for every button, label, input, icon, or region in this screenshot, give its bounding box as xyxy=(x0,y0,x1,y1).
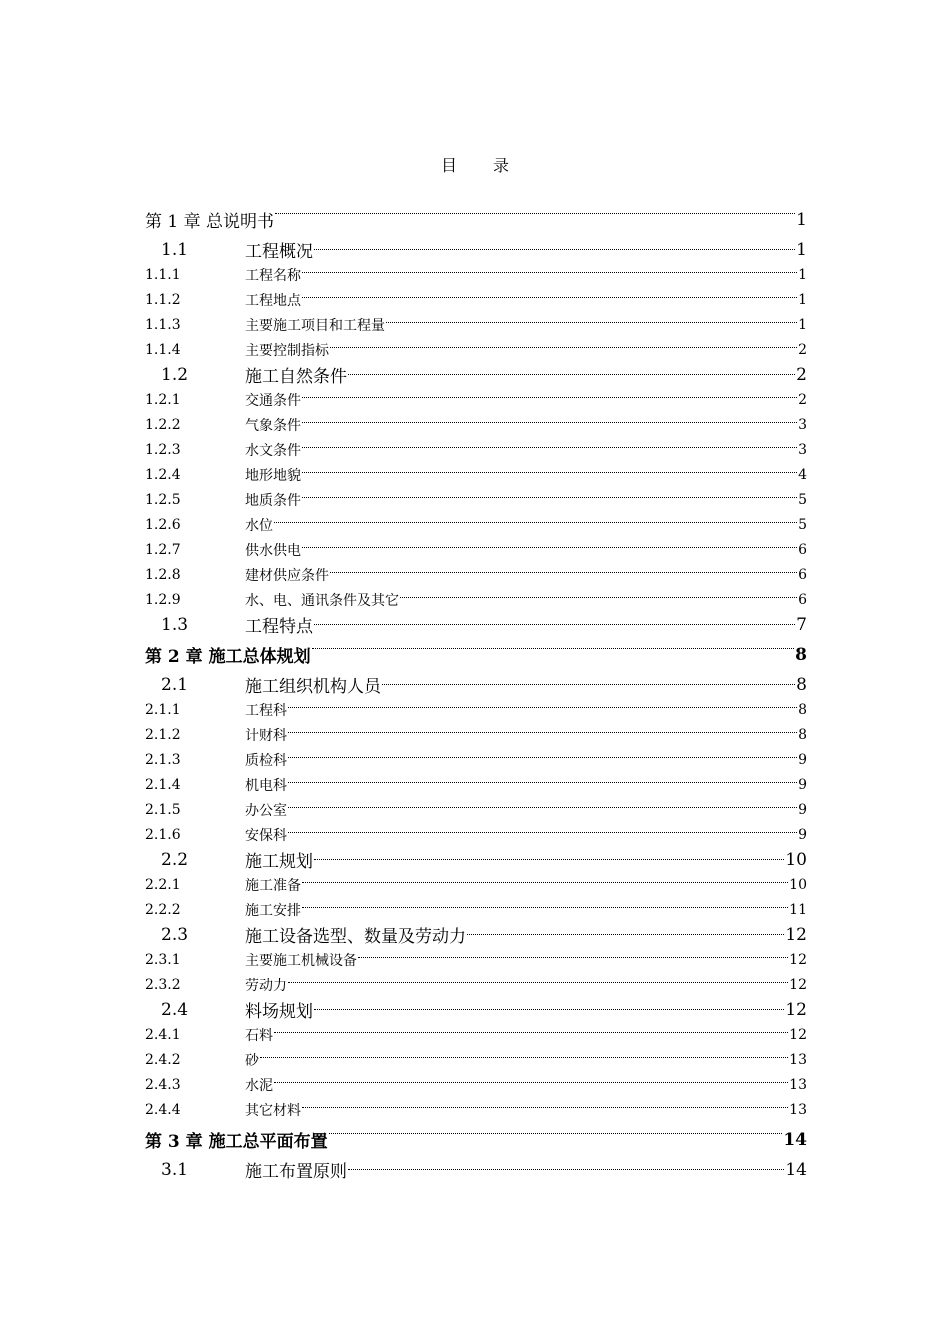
toc-entry-sub[interactable] xyxy=(145,822,807,847)
toc-entry-sub[interactable] xyxy=(145,387,807,412)
toc-entry-title: 主要施工项目和工程量 xyxy=(245,317,385,334)
toc-entry-chapter[interactable] xyxy=(145,637,807,672)
toc-entry-title: 水、电、通讯条件及其它 xyxy=(245,592,399,609)
dot-leader xyxy=(386,315,797,323)
toc-entry-title: 劳动力 xyxy=(245,977,287,994)
dot-leader xyxy=(330,340,797,348)
toc-entry-page-number: 6 xyxy=(798,591,807,608)
toc-title-right: 录 xyxy=(493,156,510,175)
toc-entry-number: 1.3 xyxy=(161,614,189,635)
toc-entry-title: 交通条件 xyxy=(245,392,301,409)
dot-leader xyxy=(274,1075,788,1083)
toc-entry-number: 1.2.4 xyxy=(145,466,181,483)
toc-entry-number: 2.2 xyxy=(161,849,189,870)
toc-entry-sub[interactable] xyxy=(145,287,807,312)
toc-entry-number: 1.1.1 xyxy=(145,266,181,283)
toc-entry-sub[interactable] xyxy=(145,872,807,897)
toc-entry-title: 料场规划 xyxy=(245,1002,313,1022)
toc-entry-sub[interactable] xyxy=(145,587,807,612)
toc-entry-number: 3.1 xyxy=(161,1159,189,1180)
dot-leader xyxy=(288,775,797,783)
dot-leader xyxy=(302,490,797,498)
toc-entry-page-number: 12 xyxy=(789,976,807,993)
toc-entry-sub[interactable] xyxy=(145,897,807,922)
dot-leader xyxy=(288,700,797,708)
dot-leader xyxy=(275,204,795,214)
dot-leader xyxy=(329,1124,783,1134)
dot-leader xyxy=(288,825,797,833)
dot-leader xyxy=(302,540,797,548)
toc-entry-page-number: 13 xyxy=(789,1051,807,1068)
toc-entry-title: 地质条件 xyxy=(245,492,301,509)
toc-entry-page-number: 10 xyxy=(789,876,807,893)
toc-entry-number: 1.2.9 xyxy=(145,591,181,608)
toc-entry-sub[interactable] xyxy=(145,412,807,437)
toc-entry-page-number: 1 xyxy=(796,239,807,260)
toc-entry-title: 地形地貌 xyxy=(245,467,301,484)
toc-entry-number: 1.1.3 xyxy=(145,316,181,333)
toc-entry-sec[interactable] xyxy=(145,847,807,872)
toc-entry-sec[interactable] xyxy=(145,672,807,697)
toc-entry-title: 供水供电 xyxy=(245,542,301,559)
toc-entry-number: 2.1.3 xyxy=(145,751,181,768)
toc-entry-title: 办公室 xyxy=(245,802,287,819)
toc-entry-title: 主要控制指标 xyxy=(245,342,329,359)
toc-entry-page-number: 8 xyxy=(795,644,807,665)
toc-entry-number: 1.2.6 xyxy=(145,516,181,533)
dot-leader xyxy=(302,1100,788,1108)
toc-entry-sub[interactable] xyxy=(145,537,807,562)
toc-entry-number: 1.2.8 xyxy=(145,566,181,583)
toc-entry-number: 2.1.2 xyxy=(145,726,181,743)
toc-entry-sub[interactable] xyxy=(145,972,807,997)
toc-entry-sub[interactable] xyxy=(145,312,807,337)
dot-leader xyxy=(260,1050,788,1058)
dot-leader xyxy=(382,675,795,685)
dot-leader xyxy=(302,875,788,883)
toc-title xyxy=(0,153,950,176)
toc-entry-page-number: 13 xyxy=(789,1076,807,1093)
dot-leader xyxy=(302,440,797,448)
toc-entry-number: 1.2.7 xyxy=(145,541,181,558)
toc-entry-page-number: 4 xyxy=(798,466,807,483)
toc-entry-number: 1.2.5 xyxy=(145,491,181,508)
toc-entry-number: 2.1.6 xyxy=(145,826,181,843)
toc-entry-sub[interactable] xyxy=(145,797,807,822)
toc-entry-sub[interactable] xyxy=(145,487,807,512)
dot-leader xyxy=(348,1160,784,1170)
toc-entry-sub[interactable] xyxy=(145,747,807,772)
toc-entry-number: 2.4.4 xyxy=(145,1101,181,1118)
dot-leader xyxy=(274,515,797,523)
toc-entry-page-number: 5 xyxy=(798,516,807,533)
toc-entry-page-number: 9 xyxy=(798,776,807,793)
dot-leader xyxy=(348,365,795,375)
dot-leader xyxy=(358,950,788,958)
toc-entry-chapter[interactable] xyxy=(145,202,807,237)
toc-entry-number: 1.2 xyxy=(161,364,189,385)
dot-leader xyxy=(302,390,797,398)
toc-entry-page-number: 11 xyxy=(789,901,807,918)
toc-entry-sec[interactable] xyxy=(145,362,807,387)
dot-leader xyxy=(302,415,797,423)
toc-entry-title: 水文条件 xyxy=(245,442,301,459)
dot-leader xyxy=(314,850,784,860)
toc-entry-chapter[interactable] xyxy=(145,1122,807,1157)
dot-leader xyxy=(400,590,797,598)
toc-entry-title: 施工安排 xyxy=(245,902,301,919)
toc-entry-sub[interactable] xyxy=(145,337,807,362)
toc-entry-sub[interactable] xyxy=(145,437,807,462)
toc-entry-number: 1.1 xyxy=(161,239,189,260)
table-of-contents xyxy=(145,202,807,1182)
toc-entry-title: 主要施工机械设备 xyxy=(245,952,357,969)
toc-entry-title: 安保科 xyxy=(245,827,287,844)
toc-entry-title: 施工布置原则 xyxy=(245,1162,347,1182)
toc-entry-page-number: 8 xyxy=(798,726,807,743)
toc-entry-page-number: 1 xyxy=(798,266,807,283)
toc-entry-number: 2.4 xyxy=(161,999,189,1020)
toc-entry-title: 第 2 章 施工总体规划 xyxy=(145,647,311,667)
dot-leader xyxy=(302,465,797,473)
dot-leader xyxy=(274,1025,788,1033)
toc-entry-title: 机电科 xyxy=(245,777,287,794)
toc-entry-title: 施工组织机构人员 xyxy=(245,677,381,697)
toc-entry-page-number: 8 xyxy=(798,701,807,718)
toc-entry-page-number: 12 xyxy=(789,951,807,968)
toc-entry-page-number: 1 xyxy=(798,316,807,333)
toc-entry-sec[interactable] xyxy=(145,1157,807,1182)
dot-leader xyxy=(302,290,797,298)
toc-entry-title: 施工规划 xyxy=(245,852,313,872)
toc-entry-number: 2.3 xyxy=(161,924,189,945)
toc-entry-sub[interactable] xyxy=(145,562,807,587)
toc-entry-number: 2.4.1 xyxy=(145,1026,181,1043)
toc-entry-number: 1.2.1 xyxy=(145,391,181,408)
toc-entry-title: 施工设备选型、数量及劳动力 xyxy=(245,927,466,947)
toc-entry-number: 2.1 xyxy=(161,674,189,695)
toc-entry-title: 第 3 章 施工总平面布置 xyxy=(145,1132,328,1152)
toc-entry-title: 第 1 章 总说明书 xyxy=(145,212,275,232)
toc-entry-page-number: 12 xyxy=(789,1026,807,1043)
toc-entry-page-number: 10 xyxy=(785,849,807,870)
toc-entry-sub[interactable] xyxy=(145,697,807,722)
toc-entry-page-number: 3 xyxy=(798,441,807,458)
toc-entry-page-number: 5 xyxy=(798,491,807,508)
toc-entry-title: 工程名称 xyxy=(245,267,301,284)
toc-entry-sub[interactable] xyxy=(145,1072,807,1097)
dot-leader xyxy=(288,750,797,758)
toc-entry-number: 1.1.4 xyxy=(145,341,181,358)
toc-entry-sub[interactable] xyxy=(145,512,807,537)
toc-entry-title: 建材供应条件 xyxy=(245,567,329,584)
toc-entry-title: 工程特点 xyxy=(245,617,313,637)
toc-entry-page-number: 12 xyxy=(785,999,807,1020)
toc-entry-title: 气象条件 xyxy=(245,417,301,434)
dot-leader xyxy=(314,615,795,625)
toc-entry-page-number: 6 xyxy=(798,566,807,583)
toc-entry-title: 水位 xyxy=(245,517,273,534)
toc-entry-sub[interactable] xyxy=(145,462,807,487)
toc-entry-title: 工程概况 xyxy=(245,242,313,262)
toc-entry-page-number: 3 xyxy=(798,416,807,433)
dot-leader xyxy=(288,800,797,808)
toc-entry-title: 施工自然条件 xyxy=(245,367,347,387)
toc-entry-page-number: 2 xyxy=(798,391,807,408)
toc-entry-number: 2.3.1 xyxy=(145,951,181,968)
dot-leader xyxy=(288,975,788,983)
toc-entry-number: 2.3.2 xyxy=(145,976,181,993)
toc-entry-page-number: 1 xyxy=(796,209,807,230)
dot-leader xyxy=(314,240,795,250)
toc-entry-page-number: 13 xyxy=(789,1101,807,1118)
toc-entry-page-number: 9 xyxy=(798,801,807,818)
toc-entry-title: 水泥 xyxy=(245,1077,273,1094)
toc-entry-number: 2.4.3 xyxy=(145,1076,181,1093)
toc-entry-title: 计财科 xyxy=(245,727,287,744)
dot-leader xyxy=(302,900,788,908)
toc-entry-page-number: 6 xyxy=(798,541,807,558)
toc-entry-sec[interactable] xyxy=(145,997,807,1022)
toc-entry-page-number: 7 xyxy=(796,614,807,635)
toc-entry-sub[interactable] xyxy=(145,947,807,972)
toc-entry-sub[interactable] xyxy=(145,1097,807,1122)
toc-entry-title: 工程地点 xyxy=(245,292,301,309)
dot-leader xyxy=(288,725,797,733)
toc-entry-sec[interactable] xyxy=(145,612,807,637)
toc-entry-sub[interactable] xyxy=(145,772,807,797)
toc-entry-page-number: 2 xyxy=(796,364,807,385)
toc-entry-title: 石料 xyxy=(245,1027,273,1044)
toc-entry-number: 2.4.2 xyxy=(145,1051,181,1068)
toc-entry-number: 1.1.2 xyxy=(145,291,181,308)
toc-entry-number: 1.2.2 xyxy=(145,416,181,433)
toc-entry-sub[interactable] xyxy=(145,722,807,747)
toc-entry-sub[interactable] xyxy=(145,1047,807,1072)
toc-entry-title: 其它材料 xyxy=(245,1102,301,1119)
toc-entry-sec[interactable] xyxy=(145,237,807,262)
toc-entry-title: 施工准备 xyxy=(245,877,301,894)
toc-entry-page-number: 14 xyxy=(783,1129,807,1150)
toc-entry-page-number: 1 xyxy=(798,291,807,308)
toc-entry-page-number: 2 xyxy=(798,341,807,358)
toc-entry-sub[interactable] xyxy=(145,1022,807,1047)
dot-leader xyxy=(330,565,797,573)
toc-title-left: 目 xyxy=(440,156,457,175)
dot-leader xyxy=(312,639,795,649)
toc-entry-title: 质检科 xyxy=(245,752,287,769)
toc-entry-number: 2.1.1 xyxy=(145,701,181,718)
toc-entry-title: 砂 xyxy=(245,1052,259,1069)
toc-entry-number: 2.1.5 xyxy=(145,801,181,818)
toc-entry-page-number: 8 xyxy=(796,674,807,695)
toc-entry-title: 工程科 xyxy=(245,702,287,719)
toc-entry-sub[interactable] xyxy=(145,262,807,287)
toc-entry-page-number: 12 xyxy=(785,924,807,945)
toc-entry-sec[interactable] xyxy=(145,922,807,947)
toc-entry-page-number: 9 xyxy=(798,826,807,843)
toc-entry-page-number: 9 xyxy=(798,751,807,768)
toc-entry-page-number: 14 xyxy=(785,1159,807,1180)
dot-leader xyxy=(302,265,797,273)
dot-leader xyxy=(314,1000,784,1010)
toc-entry-number: 2.2.2 xyxy=(145,901,181,918)
toc-entry-number: 2.1.4 xyxy=(145,776,181,793)
toc-entry-number: 2.2.1 xyxy=(145,876,181,893)
dot-leader xyxy=(467,925,784,935)
toc-entry-number: 1.2.3 xyxy=(145,441,181,458)
